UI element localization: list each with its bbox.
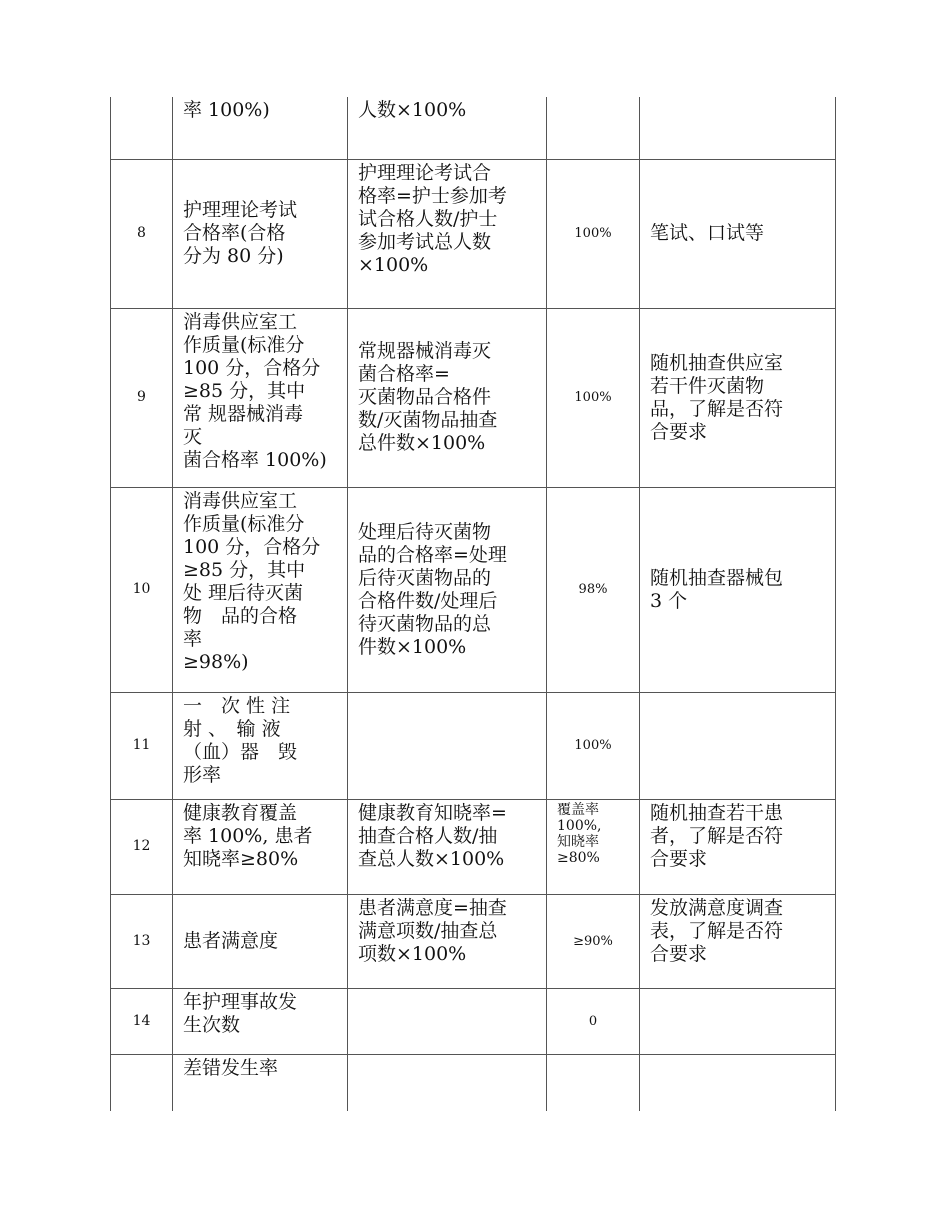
method-cell [640, 692, 836, 799]
method-cell: 随机抽查供应室 若干件灭菌物 品，了解是否符 合要求 [640, 308, 836, 487]
row-number: 9 [111, 308, 173, 487]
formula-cell: 护理理论考试合 格率=护士参加考 试合格人数/护士 参加考试总人数 ×100% [348, 159, 547, 308]
table-row [111, 97, 836, 159]
standard-cell: 98% [547, 487, 640, 692]
row-number: 12 [111, 799, 173, 894]
formula-cell: 人数×100% [348, 97, 547, 159]
indicator-cell: 差错发生率 [173, 1054, 348, 1111]
indicator-cell: 健康教育覆盖 率 100%, 患者 知晓率≥80% [173, 799, 348, 894]
table-row [111, 692, 836, 799]
method-cell: 笔试、口试等 [640, 159, 836, 308]
table-row [111, 894, 836, 988]
method-cell: 随机抽查器械包 3 个 [640, 487, 836, 692]
standard-cell: 100% [547, 692, 640, 799]
method-cell [640, 988, 836, 1054]
method-cell: 随机抽查若干患 者，了解是否符 合要求 [640, 799, 836, 894]
formula-cell [348, 1054, 547, 1111]
standard-cell [547, 97, 640, 159]
row-number [111, 97, 173, 159]
quality-standards-table [110, 97, 836, 1111]
method-cell: 发放满意度调查 表，了解是否符 合要求 [640, 894, 836, 988]
standard-cell: 0 [547, 988, 640, 1054]
table-row [111, 988, 836, 1054]
row-number: 11 [111, 692, 173, 799]
row-number: 13 [111, 894, 173, 988]
standard-cell [547, 1054, 640, 1111]
indicator-cell: 护理理论考试 合格率(合格 分为 80 分) [173, 159, 348, 308]
row-number [111, 1054, 173, 1111]
standard-cell: 100% [547, 308, 640, 487]
formula-cell [348, 692, 547, 799]
row-number: 8 [111, 159, 173, 308]
indicator-cell: 消毒供应室工 作质量(标准分 100 分，合格分 ≥85 分，其中 常 规器械消毒 灭 菌合格率 100%) [173, 308, 348, 487]
table-row [111, 308, 836, 487]
formula-cell: 处理后待灭菌物 品的合格率=处理 后待灭菌物品的 合格件数/处理后 待灭菌物品的总 件数×100% [348, 487, 547, 692]
indicator-cell: 患者满意度 [173, 894, 348, 988]
indicator-cell: 消毒供应室工 作质量(标准分 100 分，合格分 ≥85 分，其中 处 理后待灭菌 物 品的合格 率 ≥98%) [173, 487, 348, 692]
method-cell [640, 1054, 836, 1111]
standard-cell: 100% [547, 159, 640, 308]
indicator-cell: 率 100%) [173, 97, 348, 159]
table-row [111, 1054, 836, 1111]
indicator-cell: 年护理事故发 生次数 [173, 988, 348, 1054]
table-row [111, 799, 836, 894]
indicator-cell: 一 次 性 注 射 、 输 液 （血）器 毁 形率 [173, 692, 348, 799]
formula-cell: 健康教育知晓率= 抽查合格人数/抽 查总人数×100% [348, 799, 547, 894]
standard-cell: 覆盖率 100%, 知晓率 ≥80% [547, 799, 640, 894]
formula-cell [348, 988, 547, 1054]
standard-cell: ≥90% [547, 894, 640, 988]
row-number: 10 [111, 487, 173, 692]
formula-cell: 常规器械消毒灭 菌合格率= 灭菌物品合格件 数/灭菌物品抽查 总件数×100% [348, 308, 547, 487]
table-row [111, 487, 836, 692]
method-cell [640, 97, 836, 159]
formula-cell: 患者满意度=抽查 满意项数/抽查总 项数×100% [348, 894, 547, 988]
table-row [111, 159, 836, 308]
row-number: 14 [111, 988, 173, 1054]
